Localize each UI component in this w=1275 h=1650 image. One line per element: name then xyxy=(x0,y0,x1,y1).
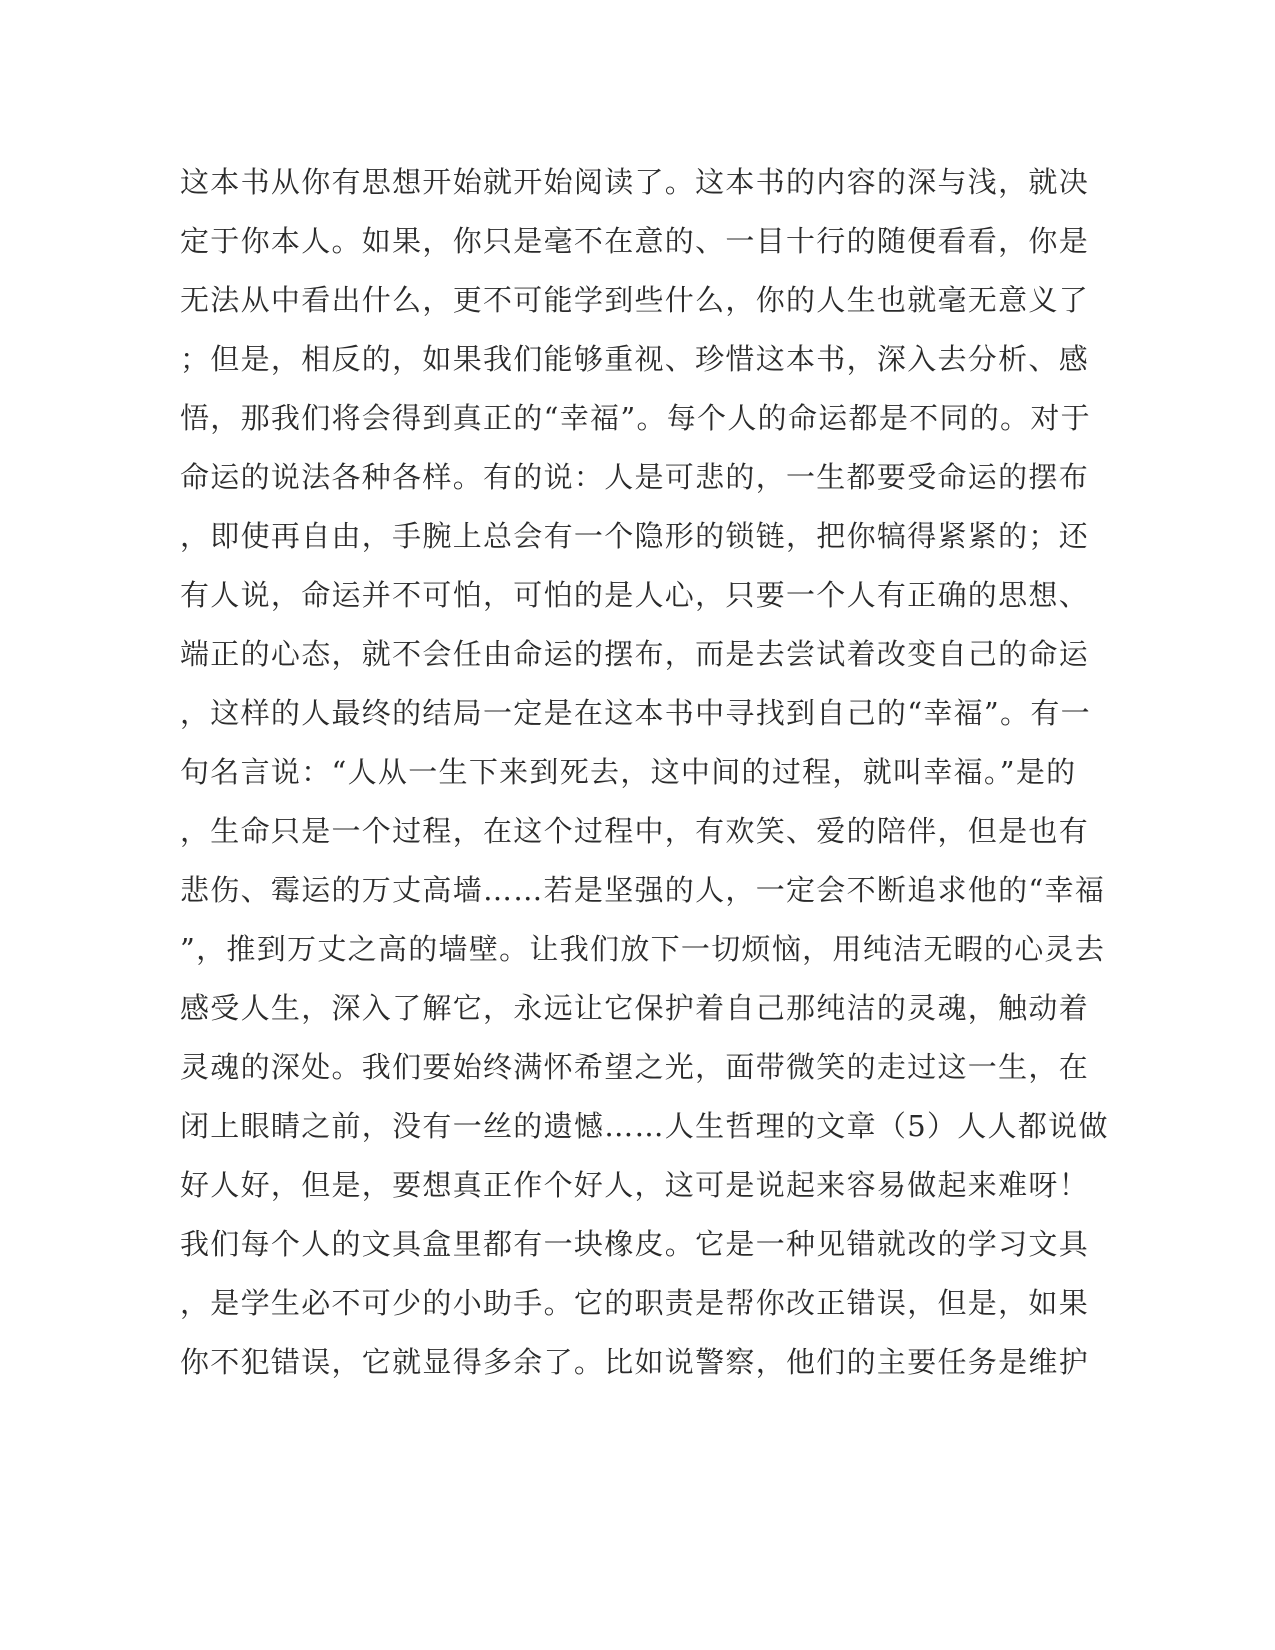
text-line: 这本书从你有思想开始就开始阅读了。这本书的内容的深与浅，就决 xyxy=(180,165,1090,199)
text-line: ”，推到万丈之高的墙壁。让我们放下一切烦恼，用纯洁无暇的心灵去 xyxy=(180,932,1106,966)
text-line: ，这样的人最终的结局一定是在这本书中寻找到自己的“幸福”。有一 xyxy=(180,696,1091,730)
text-line: 你不犯错误，它就显得多余了。比如说警察，他们的主要任务是维护 xyxy=(180,1345,1090,1379)
text-line: 闭上眼睛之前，没有一丝的遗憾……人生哲理的文章（5）人人都说做 xyxy=(180,1109,1109,1143)
text-line: 好人好，但是，要想真正作个好人，这可是说起来容易做起来难呀！ xyxy=(180,1168,1090,1202)
text-line: ，生命只是一个过程，在这个过程中，有欢笑、爱的陪伴，但是也有 xyxy=(180,814,1090,848)
text-line: ，即使再自由，手腕上总会有一个隐形的锁链，把你犒得紧紧的；还 xyxy=(180,519,1090,553)
text-line: 端正的心态，就不会任由命运的摆布，而是去尝试着改变自己的命运 xyxy=(180,637,1090,671)
text-line: 灵魂的深处。我们要始终满怀希望之光，面带微笑的走过这一生，在 xyxy=(180,1050,1090,1084)
text-line: 我们每个人的文具盒里都有一块橡皮。它是一种见错就改的学习文具 xyxy=(180,1227,1090,1261)
text-line: 悟，那我们将会得到真正的“幸福”。每个人的命运都是不同的。对于 xyxy=(180,401,1091,435)
text-line: 悲伤、霉运的万丈高墙……若是坚强的人，一定会不断追求他的“幸福 xyxy=(180,873,1106,907)
text-line: 感受人生，深入了解它，永远让它保护着自己那纯洁的灵魂，触动着 xyxy=(180,991,1090,1025)
text-line: 有人说，命运并不可怕，可怕的是人心，只要一个人有正确的思想、 xyxy=(180,578,1090,612)
text-line: 命运的说法各种各样。有的说：人是可悲的，一生都要受命运的摆布 xyxy=(180,460,1090,494)
text-line: 无法从中看出什么，更不可能学到些什么，你的人生也就毫无意义了 xyxy=(180,283,1090,317)
text-line: 定于你本人。如果，你只是毫不在意的、一目十行的随便看看，你是 xyxy=(180,224,1090,258)
text-line: 句名言说：“人从一生下来到死去，这中间的过程，就叫幸福。”是的 xyxy=(180,755,1077,789)
text-line: ，是学生必不可少的小助手。它的职责是帮你改正错误，但是，如果 xyxy=(180,1286,1090,1320)
text-line: ；但是，相反的，如果我们能够重视、珍惜这本书，深入去分析、感 xyxy=(180,342,1090,376)
body-text xyxy=(180,153,1109,1392)
